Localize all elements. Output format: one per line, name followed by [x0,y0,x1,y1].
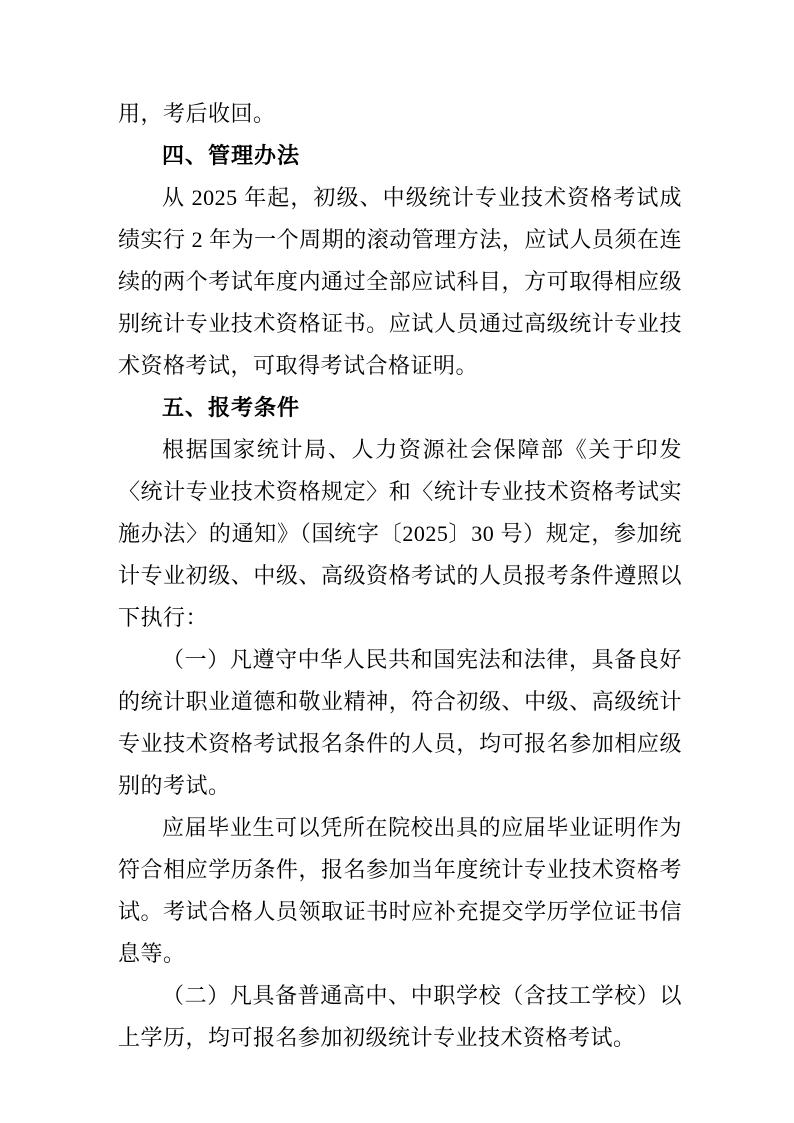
paragraph-condition-1: （一）凡遵守中华人民共和国宪法和法律，具备良好的统计职业道德和敬业精神，符合初级、中级、高级统计专业技术资格考试报名条件的人员，均可报名参加相应级别的考试。 [118,647,682,798]
section-heading-management: 四、管理办法 [162,143,301,168]
section-heading-requirements: 五、报考条件 [162,395,301,420]
paragraph-regulation-basis: 根据国家统计局、人力资源社会保障部《关于印发〈统计专业技术资格规定〉和〈统计专业技术资格考试实施办法〉的通知》（国统字〔2025〕30 号）规定，参加统计专业初级、中级、高级资格考试的人员报考条件遵照以下执行： [118,437,682,630]
paragraph-management-method: 从 2025 年起，初级、中级统计专业技术资格考试成绩实行 2 年为一个周期的滚动管理方法，应试人员须在连续的两个考试年度内通过全部应试科目，方可取得相应级别统计专业技术资格证书。应试人员通过高级统计专业技术资格考试，可取得考试合格证明。 [118,185,682,378]
paragraph-condition-2: （二）凡具备普通高中、中职学校（含技工学校）以上学历，均可报名参加初级统计专业技术资格考试。 [118,983,682,1050]
paragraph-continuation: 用，考后收回。 [118,101,276,126]
paragraph-fresh-graduates: 应届毕业生可以凭所在院校出具的应届毕业证明作为符合相应学历条件，报名参加当年度统计专业技术资格考试。考试合格人员领取证书时应补充提交学历学位证书信息等。 [118,815,682,966]
